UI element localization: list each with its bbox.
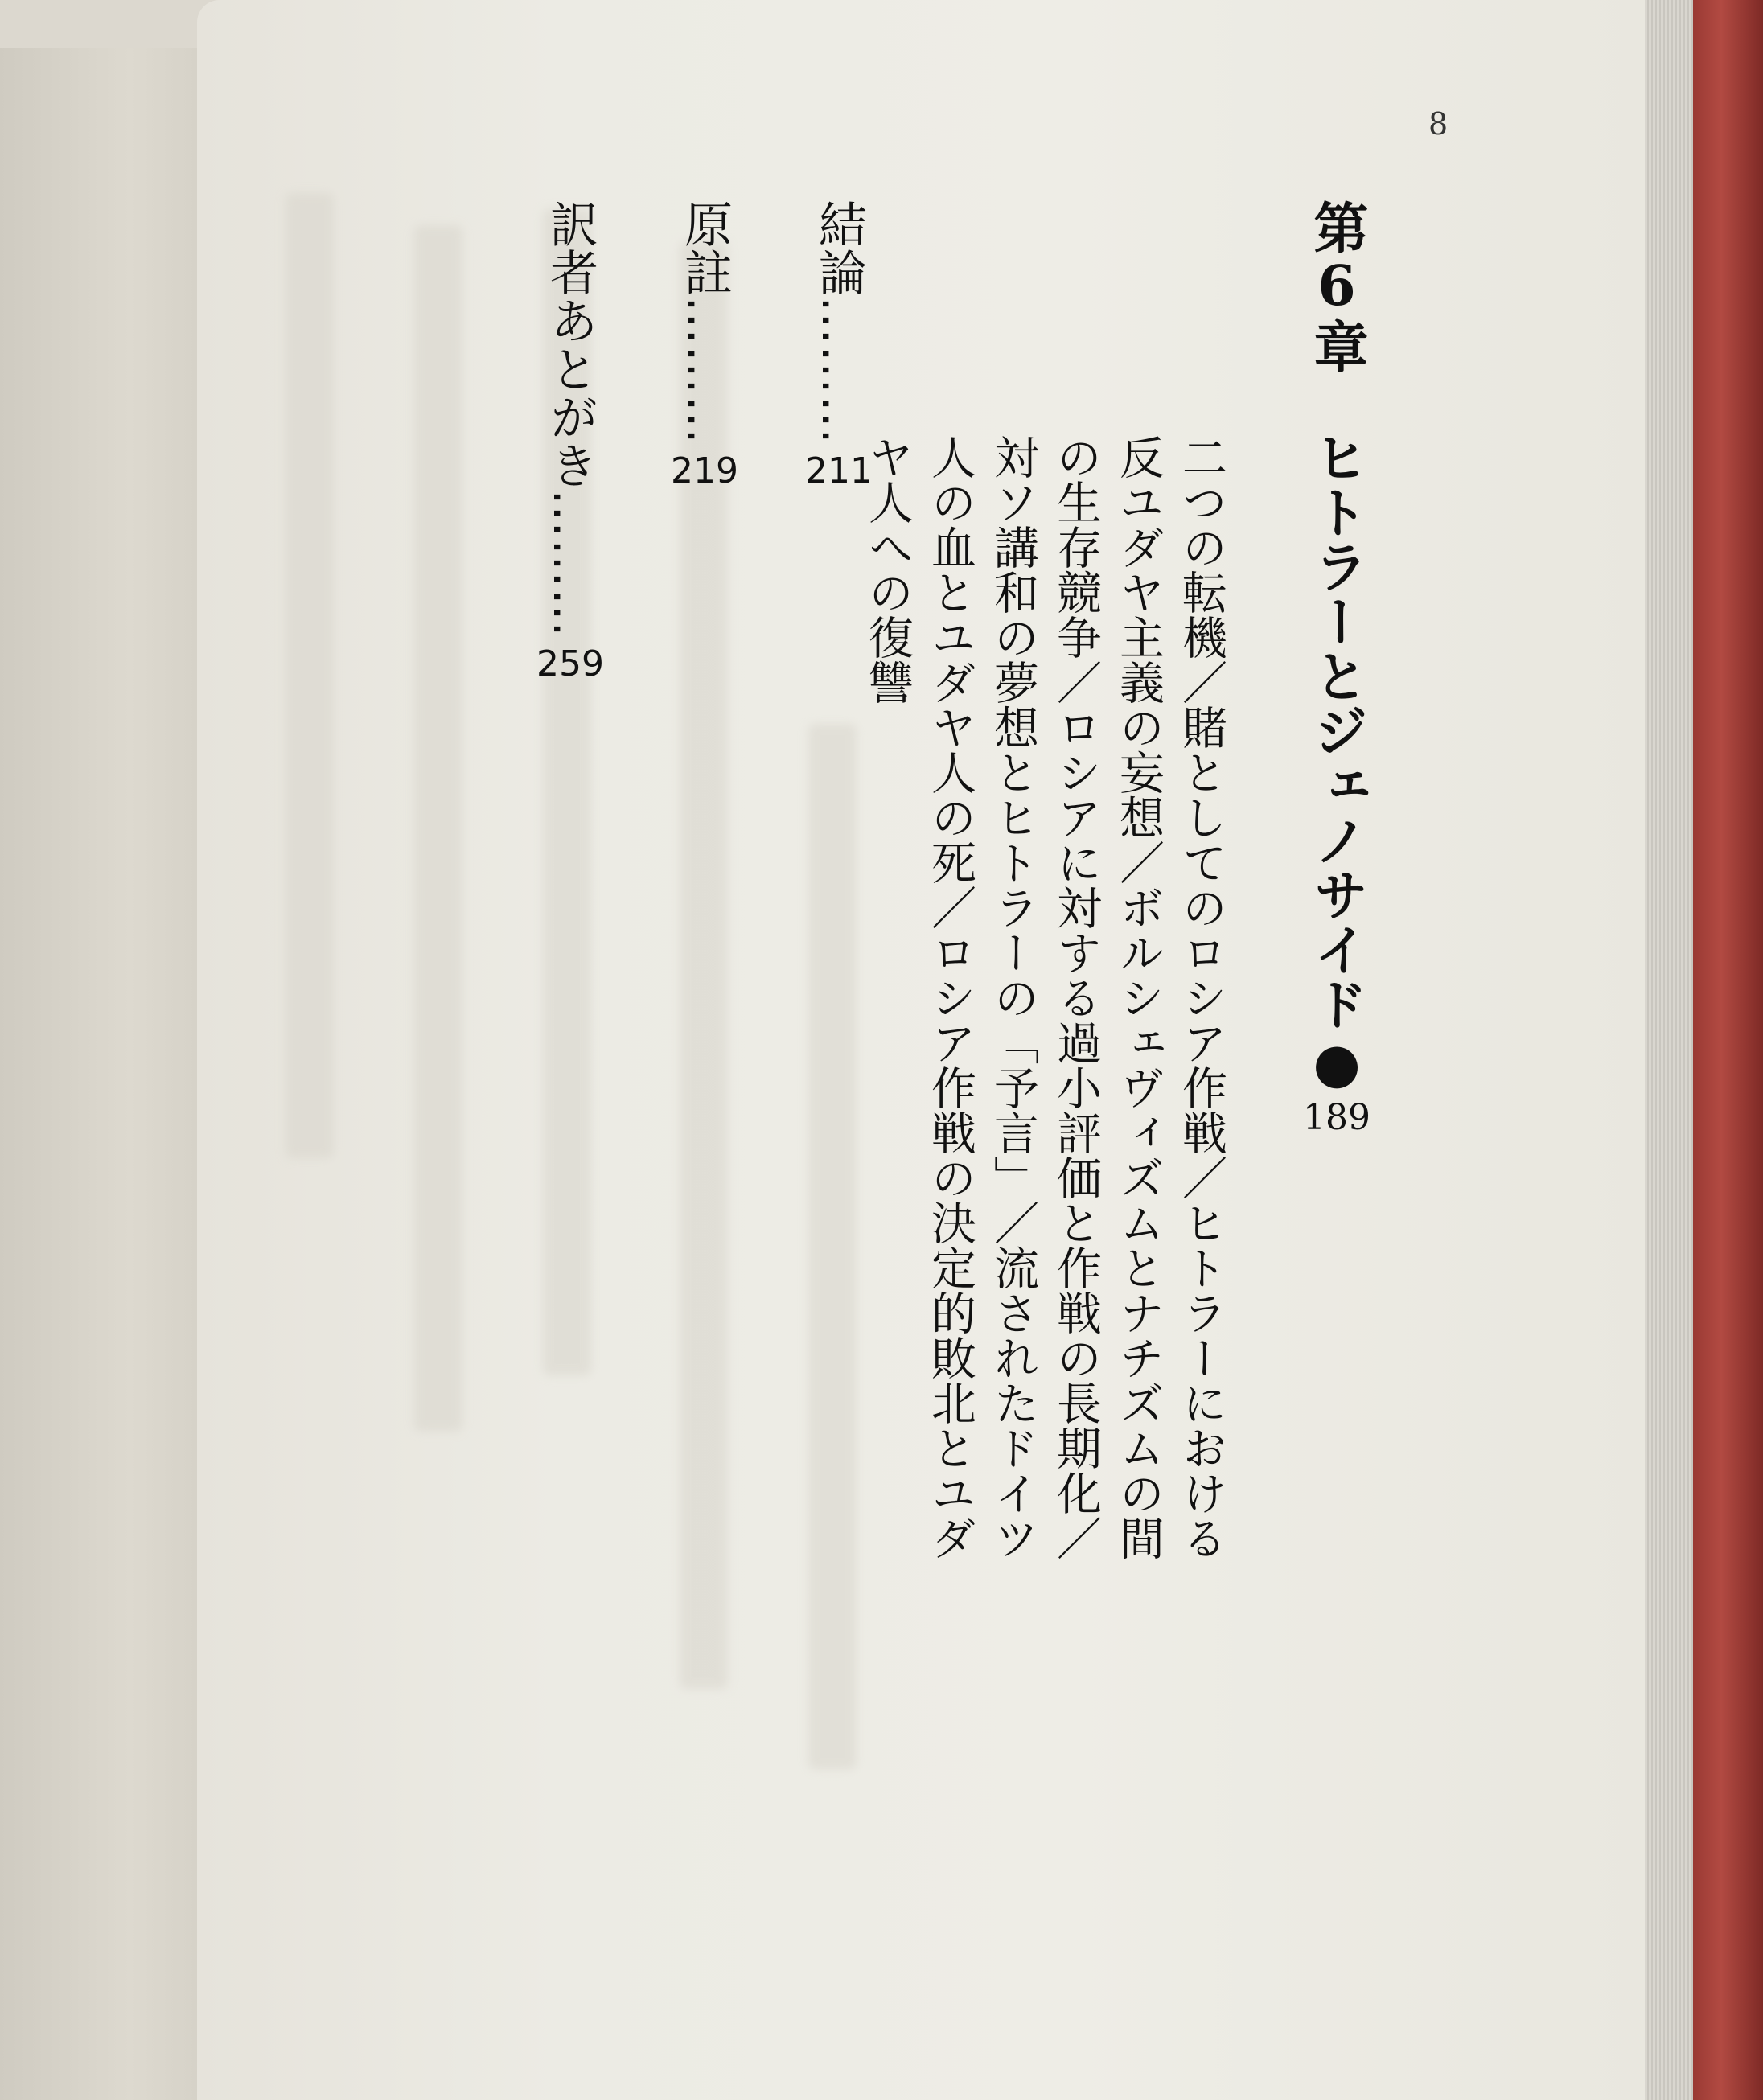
- chapter-number: 6: [1304, 254, 1369, 318]
- chapter-heading: [1303, 199, 1371, 1136]
- chapter-prefix: 第: [1304, 199, 1369, 254]
- toc-item-notes: [670, 199, 739, 491]
- chapter-bullet-mark: ●: [1304, 1031, 1369, 1095]
- chapter-page-number: 189: [1303, 1097, 1371, 1138]
- toc-item-page: 211: [805, 450, 873, 491]
- book-cover-edge: [1693, 0, 1763, 2100]
- toc-item-translator-afterword: [536, 199, 605, 684]
- chapter-summary: 二つの転機／賭としてのロシア作戦／ヒトラーにおける反ユダヤ主義の妄想／ボルシェヴィズムとナチズムの間の生存競争／ロシアに対する過小評価と作戦の長期化／対ソ講和の夢想とヒトラーの「予言」／流されたドイツ人の血とユダヤ人の死／ロシア作戦の決定的敗北とユダヤ人への復讐: [861, 434, 1227, 1560]
- bleed-through-text: [414, 225, 462, 1432]
- chapter-title: ヒトラーとジェノサイド: [1304, 429, 1369, 1031]
- page-number: 8: [1428, 106, 1449, 142]
- toc-item-page: 219: [671, 450, 738, 491]
- toc-item-label: 結論: [811, 199, 867, 296]
- page-edges: [1645, 0, 1693, 2100]
- toc-item-label: 原註: [676, 199, 733, 296]
- left-facing-page: [0, 48, 217, 2100]
- toc-leader-dots: ………: [676, 296, 733, 446]
- toc-item-conclusion: [804, 199, 873, 491]
- toc-item-label: 訳者あとがき: [542, 199, 598, 489]
- toc-leader-dots: ………: [542, 489, 598, 639]
- bleed-through-text: [808, 724, 857, 1769]
- chapter-suffix: 章: [1304, 318, 1369, 373]
- bleed-through-text: [286, 193, 334, 1158]
- toc-item-page: 259: [536, 643, 604, 684]
- toc-leader-dots: ………: [811, 296, 867, 446]
